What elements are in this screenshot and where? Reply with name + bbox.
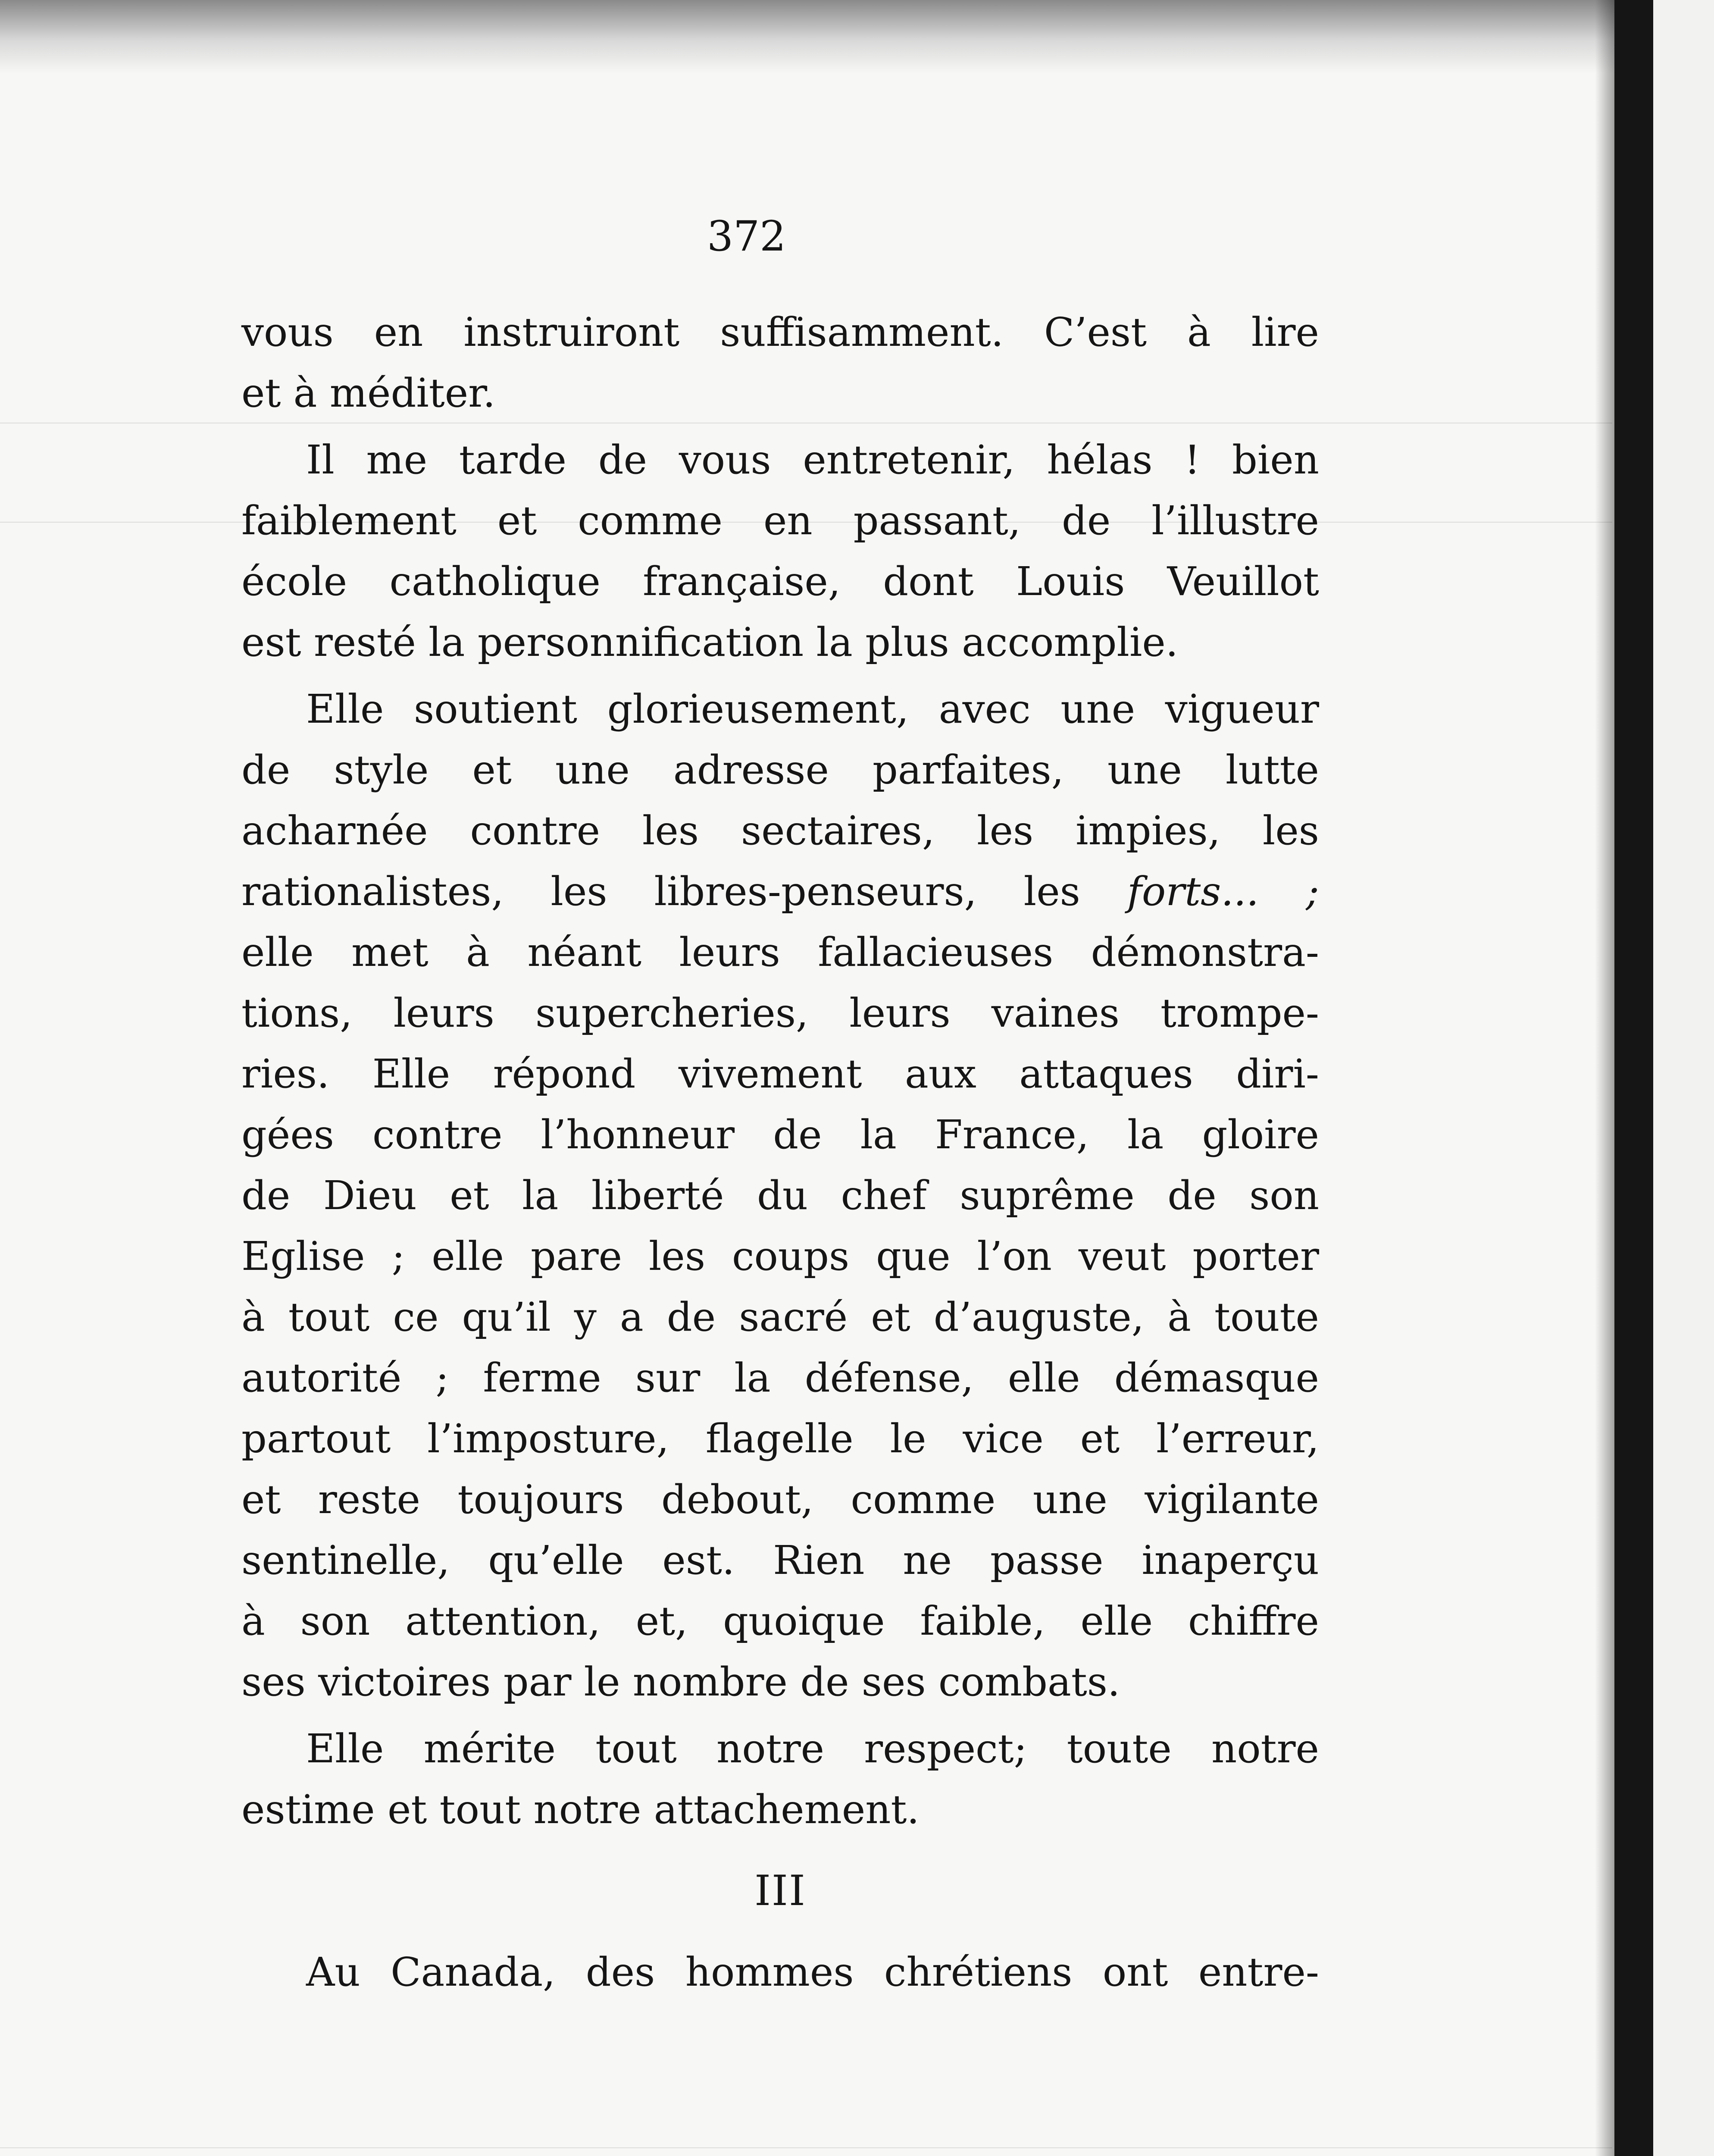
text-line: estime et tout notre attachement. bbox=[241, 1786, 920, 1833]
text-line: à son attention, et, quoique faible, elle chiffre bbox=[241, 1598, 1319, 1644]
right-margin bbox=[1653, 0, 1714, 2156]
scan-top-shadow bbox=[0, 0, 1714, 73]
text-line: Il me tarde de vous entretenir, hélas ! bien bbox=[306, 437, 1319, 483]
text-line: vous en instruiront suffisamment. C’est à lire bbox=[241, 309, 1319, 355]
text-line: ses victoires par le nombre de ses combats. bbox=[241, 1659, 1120, 1705]
italic-word: forts... ; bbox=[1127, 868, 1320, 915]
text-line: ries. Elle répond vivement aux attaques diri- bbox=[241, 1051, 1319, 1097]
text-line: acharnée contre les sectaires, les impies, les bbox=[241, 808, 1319, 854]
text-line: et reste toujours debout, comme une vigilante bbox=[241, 1476, 1319, 1523]
text-line: de Dieu et la liberté du chef suprême de son bbox=[241, 1172, 1319, 1219]
text-line: Eglise ; elle pare les coups que l’on veut porter bbox=[241, 1233, 1319, 1279]
text-line: de style et une adresse parfaites, une lutte bbox=[241, 747, 1319, 793]
text-line: autorité ; ferme sur la défense, elle démasque bbox=[241, 1355, 1319, 1401]
scan-line bbox=[0, 2147, 1612, 2148]
section-heading: III bbox=[754, 1867, 806, 1915]
text-line: école catholique française, dont Louis Veuillot bbox=[241, 558, 1319, 605]
text-line: et à méditer. bbox=[241, 370, 496, 416]
text-line: partout l’imposture, flagelle le vice et l’erreur, bbox=[241, 1416, 1319, 1462]
text-line: à tout ce qu’il y a de sacré et d’auguste, à toute bbox=[241, 1294, 1319, 1340]
text-line-with-italic bbox=[241, 861, 1319, 922]
text-line: Elle mérite tout notre respect; toute notre bbox=[306, 1726, 1319, 1772]
text-line: sentinelle, qu’elle est. Rien ne passe inaperçu bbox=[241, 1537, 1319, 1583]
text-line: tions, leurs supercheries, leurs vaines trompe- bbox=[241, 990, 1319, 1036]
body-text bbox=[241, 302, 1319, 2002]
page-number: 372 bbox=[707, 212, 786, 260]
text-line-start: rationalistes, les libres-penseurs, les bbox=[241, 868, 1127, 915]
text-line: est resté la personnification la plus accomplie. bbox=[241, 619, 1179, 665]
binding-edge bbox=[1614, 0, 1653, 2156]
text-line: elle met à néant leurs fallacieuses démonstra- bbox=[241, 929, 1319, 975]
binding-shadow bbox=[1595, 0, 1614, 2156]
text-line: faiblement et comme en passant, de l’illustre bbox=[241, 498, 1319, 544]
text-line: Au Canada, des hommes chrétiens ont entre- bbox=[306, 1949, 1319, 1995]
text-line: gées contre l’honneur de la France, la gloire bbox=[241, 1112, 1319, 1158]
text-line: Elle soutient glorieusement, avec une vigueur bbox=[306, 686, 1319, 732]
